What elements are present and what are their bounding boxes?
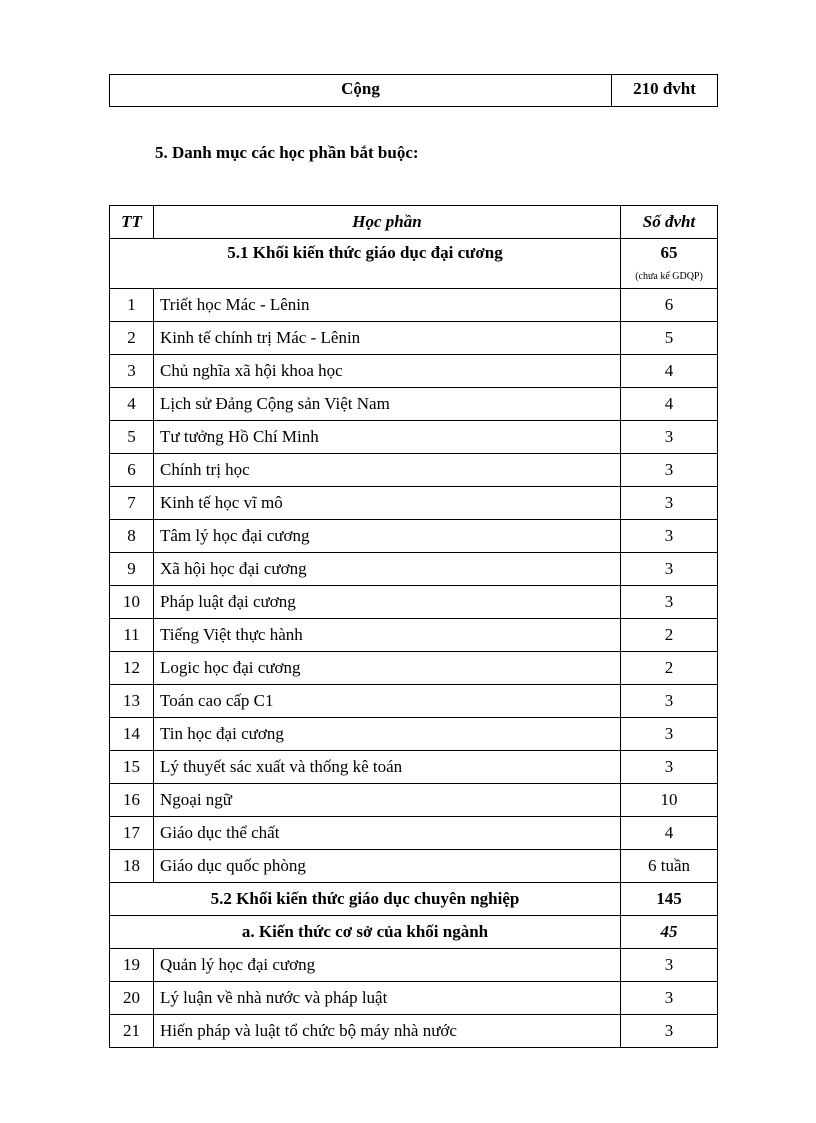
group-credits <box>621 239 718 289</box>
course-name: Tiếng Việt thực hành <box>154 619 621 652</box>
table-row <box>110 1015 718 1048</box>
course-name: Logic học đại cương <box>154 652 621 685</box>
course-credits: 6 <box>621 289 718 322</box>
subgroup-title: a. Kiến thức cơ sở của khối ngành <box>110 916 621 949</box>
course-number: 15 <box>110 751 154 784</box>
table-row <box>110 586 718 619</box>
table-row <box>110 322 718 355</box>
subgroup-credits: 45 <box>621 916 718 949</box>
total-row <box>110 75 718 107</box>
course-credits: 3 <box>621 586 718 619</box>
course-number: 11 <box>110 619 154 652</box>
header-row <box>110 206 718 239</box>
course-number: 7 <box>110 487 154 520</box>
course-name: Lý luận về nhà nước và pháp luật <box>154 982 621 1015</box>
course-number: 21 <box>110 1015 154 1048</box>
group-title: 5.2 Khối kiến thức giáo dục chuyên nghiệp <box>110 883 621 916</box>
group-row-general <box>110 239 718 289</box>
group-credits-note: (chưa kể GDQP) <box>635 271 703 282</box>
group-title: 5.1 Khối kiến thức giáo dục đại cương <box>110 239 621 289</box>
course-name: Tâm lý học đại cương <box>154 520 621 553</box>
course-name: Giáo dục quốc phòng <box>154 850 621 883</box>
course-number: 20 <box>110 982 154 1015</box>
course-number: 18 <box>110 850 154 883</box>
header-credits: Số đvht <box>621 206 718 239</box>
course-number: 14 <box>110 718 154 751</box>
table-row <box>110 652 718 685</box>
course-name: Chính trị học <box>154 454 621 487</box>
course-number: 10 <box>110 586 154 619</box>
course-credits: 5 <box>621 322 718 355</box>
course-credits: 3 <box>621 949 718 982</box>
table-row <box>110 982 718 1015</box>
table-row <box>110 751 718 784</box>
table-row <box>110 520 718 553</box>
course-number: 16 <box>110 784 154 817</box>
course-number: 19 <box>110 949 154 982</box>
course-credits: 3 <box>621 487 718 520</box>
course-name: Tư tưởng Hồ Chí Minh <box>154 421 621 454</box>
total-value: 210 đvht <box>612 75 718 107</box>
course-name: Pháp luật đại cương <box>154 586 621 619</box>
course-name: Giáo dục thể chất <box>154 817 621 850</box>
courses-table <box>109 205 718 1048</box>
course-credits: 4 <box>621 388 718 421</box>
course-name: Lịch sử Đảng Cộng sản Việt Nam <box>154 388 621 421</box>
course-number: 8 <box>110 520 154 553</box>
course-name: Xã hội học đại cương <box>154 553 621 586</box>
table-row <box>110 454 718 487</box>
course-number: 12 <box>110 652 154 685</box>
course-number: 3 <box>110 355 154 388</box>
course-credits: 4 <box>621 355 718 388</box>
course-name: Hiến pháp và luật tổ chức bộ máy nhà nước <box>154 1015 621 1048</box>
table-row <box>110 289 718 322</box>
table-row <box>110 619 718 652</box>
course-credits: 4 <box>621 817 718 850</box>
section-heading: 5. Danh mục các học phần bắt buộc: <box>155 143 419 162</box>
course-number: 1 <box>110 289 154 322</box>
course-number: 17 <box>110 817 154 850</box>
table-row <box>110 388 718 421</box>
table-row <box>110 355 718 388</box>
course-number: 13 <box>110 685 154 718</box>
course-name: Ngoại ngữ <box>154 784 621 817</box>
course-name: Lý thuyết sác xuất và thống kê toán <box>154 751 621 784</box>
group-credits: 145 <box>621 883 718 916</box>
course-credits: 6 tuần <box>621 850 718 883</box>
course-credits: 3 <box>621 751 718 784</box>
subgroup-row-a <box>110 916 718 949</box>
table-row <box>110 850 718 883</box>
table-row <box>110 817 718 850</box>
table-row <box>110 685 718 718</box>
course-number: 9 <box>110 553 154 586</box>
table-row <box>110 718 718 751</box>
total-table <box>109 74 718 107</box>
table-row <box>110 421 718 454</box>
course-number: 6 <box>110 454 154 487</box>
course-name: Tin học đại cương <box>154 718 621 751</box>
course-credits: 3 <box>621 718 718 751</box>
course-name: Quản lý học đại cương <box>154 949 621 982</box>
group-credits-value: 65 <box>660 243 678 262</box>
table-row <box>110 784 718 817</box>
course-credits: 3 <box>621 685 718 718</box>
course-credits: 3 <box>621 982 718 1015</box>
course-credits: 2 <box>621 652 718 685</box>
course-number: 2 <box>110 322 154 355</box>
table-row <box>110 949 718 982</box>
course-name: Toán cao cấp C1 <box>154 685 621 718</box>
course-credits: 2 <box>621 619 718 652</box>
table-row <box>110 553 718 586</box>
course-credits: 3 <box>621 421 718 454</box>
course-number: 5 <box>110 421 154 454</box>
header-tt: TT <box>110 206 154 239</box>
table-row <box>110 487 718 520</box>
course-name: Kinh tế chính trị Mác - Lênin <box>154 322 621 355</box>
course-number: 4 <box>110 388 154 421</box>
group-row-professional <box>110 883 718 916</box>
course-name: Chủ nghĩa xã hội khoa học <box>154 355 621 388</box>
course-credits: 3 <box>621 454 718 487</box>
course-credits: 3 <box>621 1015 718 1048</box>
course-credits: 10 <box>621 784 718 817</box>
course-credits: 3 <box>621 520 718 553</box>
header-name: Học phần <box>154 206 621 239</box>
course-name: Triết học Mác - Lênin <box>154 289 621 322</box>
course-credits: 3 <box>621 553 718 586</box>
total-label: Cộng <box>110 75 612 107</box>
course-name: Kinh tế học vĩ mô <box>154 487 621 520</box>
